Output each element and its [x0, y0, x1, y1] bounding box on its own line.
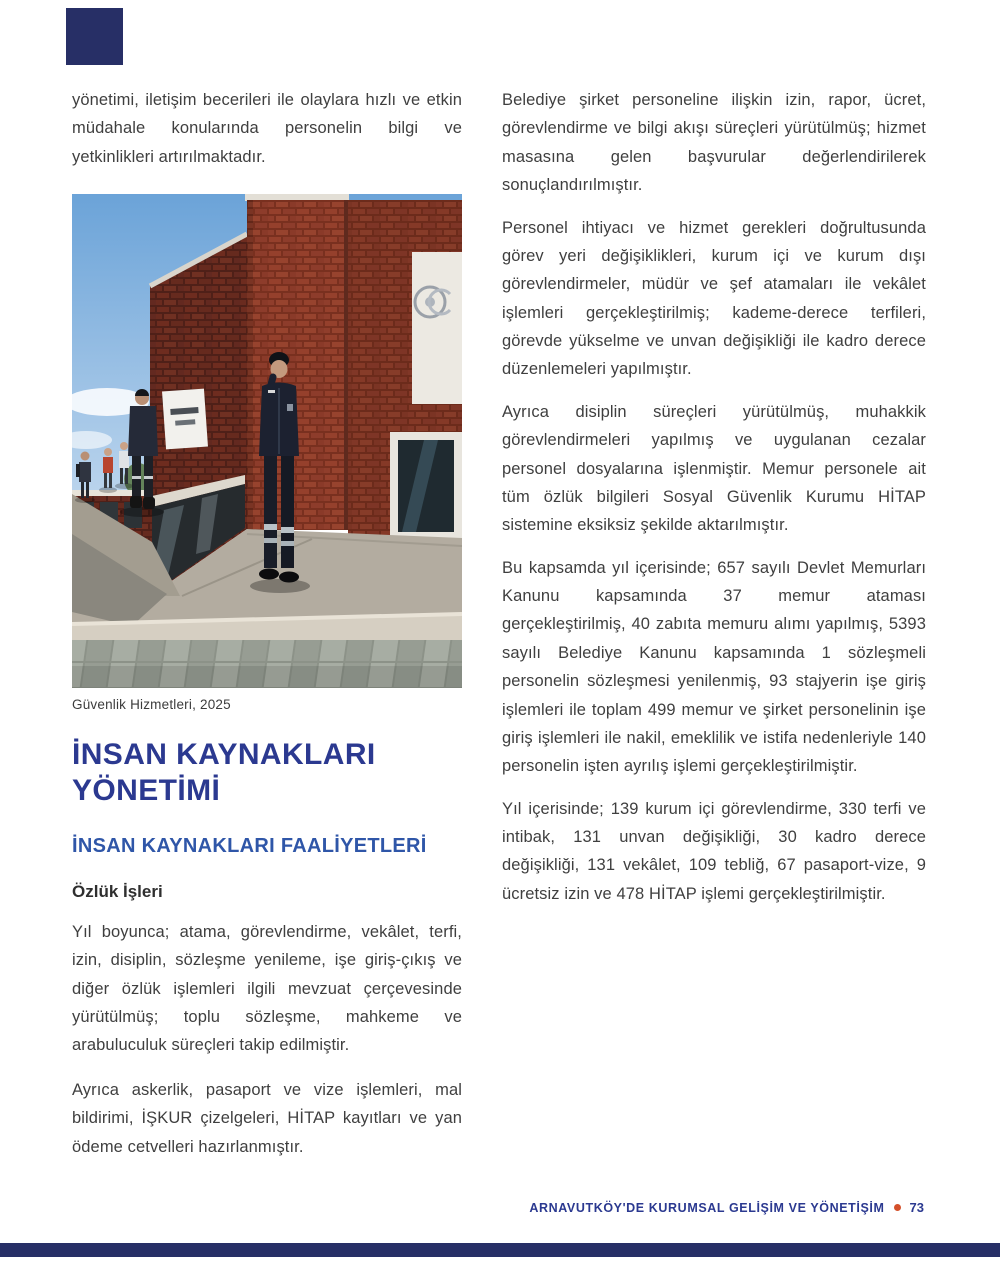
page-number: 73 [909, 1200, 924, 1215]
section-subtitle: İNSAN KAYNAKLARI FAALİYETLERİ [72, 834, 427, 857]
intro-paragraph: yönetimi, iletişim becerileri ile olaylara hızlı ve etkin müdahale konularında personelin bilgi ve yetkinlikleri artırılmaktadır. [72, 91, 462, 166]
footer-section-title: ARNAVUTKÖY'DE KURUMSAL GELİŞİM VE YÖNETİŞİM [529, 1200, 885, 1215]
photo-illustration [72, 194, 462, 688]
section-title: İNSAN KAYNAKLARI YÖNETİMİ [72, 738, 376, 807]
footer-bullet-icon [894, 1204, 901, 1211]
security-services-photo [72, 194, 462, 688]
photo-building-corner [245, 194, 349, 530]
page-footer [529, 1200, 924, 1215]
left-paragraph-2: Ayrıca askerlik, pasaport ve vize işlemleri, mal bildirimi, İŞKUR çizelgeleri, HİTAP kayıtları ve yan ödeme cetvelleri hazırlanmıştır. [72, 1080, 462, 1156]
right-paragraph-4: Bu kapsamda yıl içerisinde; 657 sayılı Devlet Memurları Kanunu kapsamında 37 memur ataması gerçekleştirilmiş, 40 zabıta memuru alımı yapılmış, 5393 sayılı Belediye Kanunu kapsamında 1 sözleşmeli personelin sözleşmesi yenilenmiş, 93 stajyerin işe giriş işlemleri ile toplam 499 memur ve şirket personelinin işe giriş işlemleri ile nakil, emeklilik ve istifa nedenleriyle 140 personelin işten ayrılış işlemi gerçekleştirilmiştir. [502, 558, 926, 776]
left-column [72, 86, 462, 1175]
right-paragraph-5: Yıl içerisinde; 139 kurum içi görevlendirme, 330 terfi ve intibak, 131 unvan değişikliği, 30 kadro derece değişikliği, 131 vekâlet, 109 tebliğ, 67 pasaport-vize, 9 ücretsiz izin ve 478 HİTAP işlemi gerçekleştirilmiştir. [502, 799, 926, 903]
right-column [502, 86, 926, 1175]
right-paragraph-2: Personel ihtiyacı ve hizmet gerekleri doğrultusunda görev yeri değişiklikleri, kurum içi ve kurum dışı görevlendirmeler, müdür ve şef atamaları ile vekâlet işlemleri gerçekleştirilmiş; kademe-derece terfileri, görevde yükselme ve unvan değişikliği ile kadro derece düzenlemeleri yapılmıştır. [502, 218, 926, 379]
photo-building-right-face [348, 200, 462, 544]
right-paragraph-3: Ayrıca disiplin süreçleri yürütülmüş, muhakkik görevlendirmeleri yapılmış ve uygulanan cezalar personel dosyalarına işlenmiştir. Memur personele ait tüm özlük bilgileri Sosyal Güvenlik Kurumu HİTAP sistemine eksiksiz şekilde aktarılmıştır. [502, 402, 926, 535]
right-paragraph-1: Belediye şirket personeline ilişkin izin, rapor, ücret, görevlendirme ve bilgi akışı süreçleri yürütülmüş; hizmet masasına gelen başvurular değerlendirilerek sonuçlandırılmıştır. [502, 91, 926, 195]
footer-bar [0, 1243, 1000, 1257]
subsection-heading: Özlük İşleri [72, 881, 163, 901]
photo-caption: Güvenlik Hizmetleri, 2025 [72, 697, 231, 713]
left-paragraph-1: Yıl boyunca; atama, görevlendirme, vekâlet, terfi, izin, disiplin, sözleşme yenileme, işe giriş-çıkış ve diğer özlük işlemleri ilgili mevzuat çerçevesinde yürütülmüş; toplu sözleşme, mahkeme ve arabuluculuk süreçleri takip edilmiştir. [72, 922, 462, 1055]
